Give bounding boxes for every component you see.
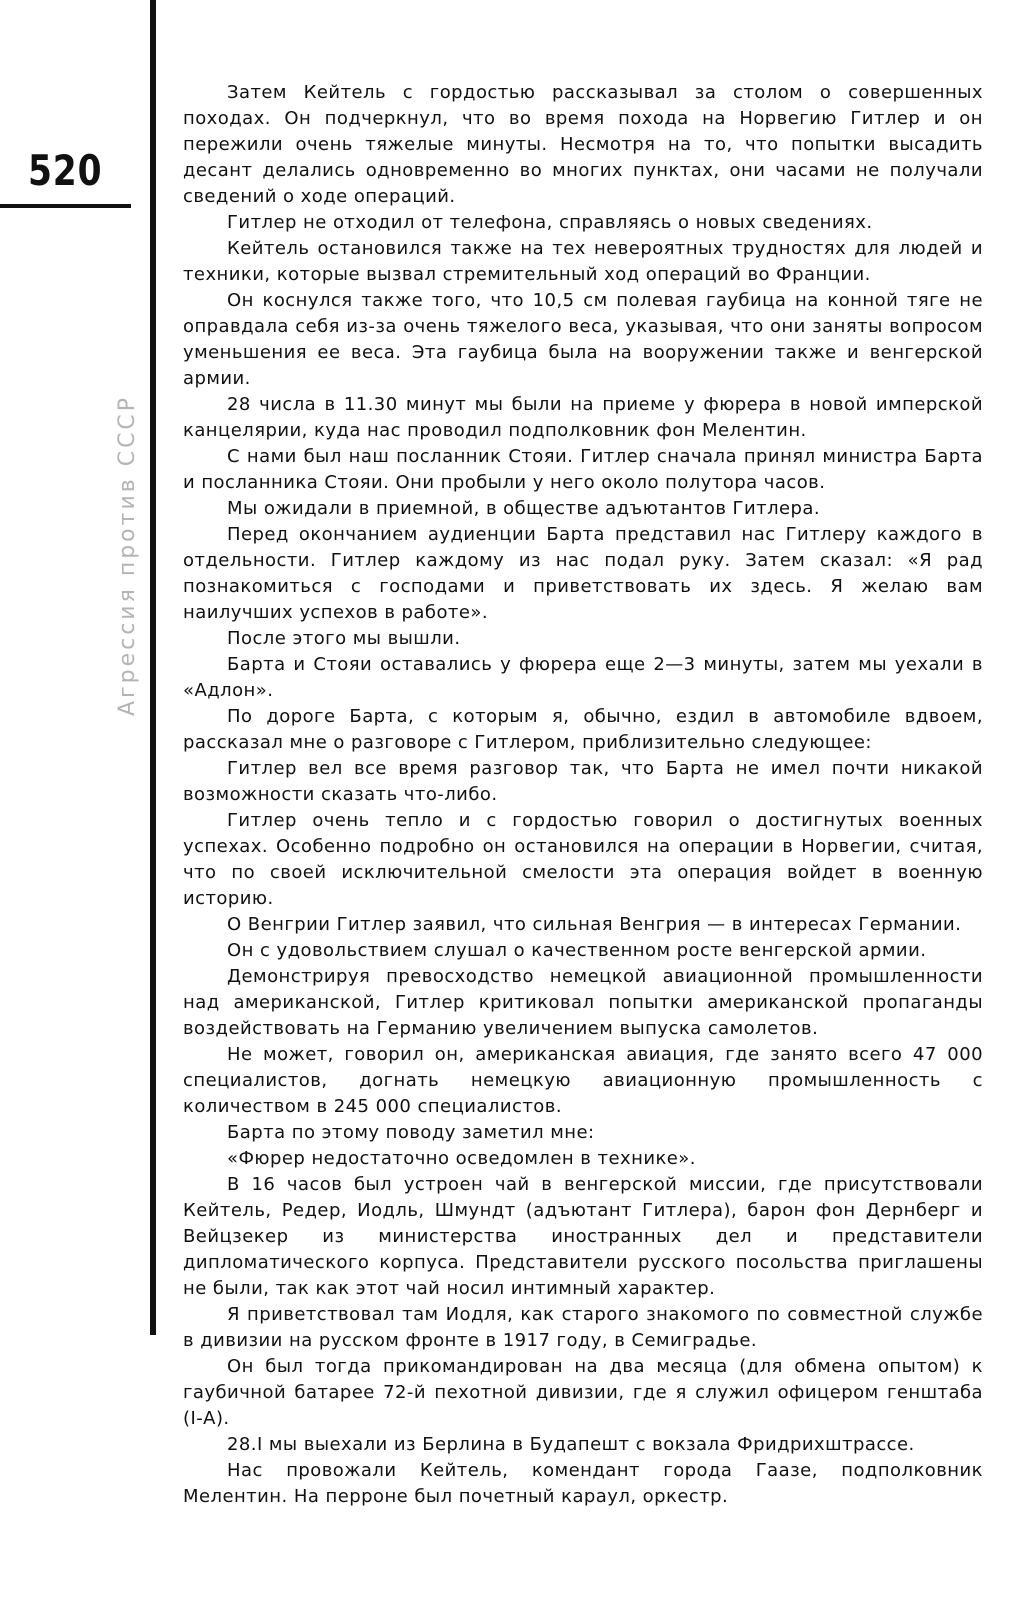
paragraph: С нами был наш посланник Стояи. Гитлер сначала принял министра Барта и посланника Стояи. Они пробыли у него около полутора часов. bbox=[183, 446, 983, 493]
paragraph: О Венгрии Гитлер заявил, что сильная Венгрия — в интересах Германии. bbox=[227, 914, 962, 935]
paragraph: Барта и Стояи оставались у фюрера еще 2—3 минуты, затем мы уехали в «Адлон». bbox=[183, 654, 983, 701]
paragraph: После этого мы вышли. bbox=[227, 628, 461, 649]
paragraph: В 16 часов был устроен чай в венгерской миссии, где присутствовали Кейтель, Редер, Иодль, Шмундт (адъютант Гитлера), барон фон Дернберг и Вейцзекер из министерства иностранных дел и представители дипломатического корпуса. Представители русского посольства приглашены не были, так как этот чай носил интимный характер. bbox=[183, 1174, 983, 1299]
page-number: 520 bbox=[28, 146, 103, 195]
paragraph: Гитлер не отходил от телефона, справляясь о новых сведениях. bbox=[227, 212, 873, 233]
paragraph: Барта по этому поводу заметил мне: bbox=[227, 1122, 595, 1143]
paragraph: Он был тогда прикомандирован на два месяца (для обмена опытом) к гаубичной батарее 72-й пехотной дивизии, где я служил офицером генштаба (I-А). bbox=[183, 1356, 983, 1429]
paragraph: Гитлер очень тепло и с гордостью говорил о достигнутых военных успехах. Особенно подробно он остановился на операции в Норвегии, считая, что по своей исключительной смелости эта операция войдет в военную историю. bbox=[183, 810, 983, 909]
paragraph: Затем Кейтель с гордостью рассказывал за столом о совершенных походах. Он подчеркнул, что во время похода на Норвегию Гитлер и он пережили очень тяжелые минуты. Несмотря на то, что попытки высадить десант делались одновременно во многих пунктах, они часами не получали сведений о ходе операций. bbox=[183, 82, 983, 207]
margin-vertical-line bbox=[150, 0, 156, 1335]
paragraph: 28 числа в 11.30 минут мы были на приеме у фюрера в новой имперской канцелярии, куда нас проводил подполковник фон Мелентин. bbox=[183, 394, 983, 441]
paragraph: «Фюрер недостаточно осведомлен в технике». bbox=[227, 1148, 696, 1169]
paragraph: Он коснулся также того, что 10,5 см полевая гаубица на конной тяге не оправдала себя из-за очень тяжелого веса, указывая, что они заняты вопросом уменьшения ее веса. Эта гаубица была на вооружении также и венгерской армии. bbox=[183, 290, 983, 389]
paragraph: Гитлер вел все время разговор так, что Барта не имел почти никакой возможности сказать что-либо. bbox=[183, 758, 983, 805]
page-number-rule bbox=[0, 204, 131, 208]
body-text bbox=[183, 80, 983, 1510]
paragraph: Кейтель остановился также на тех невероятных трудностях для людей и техники, которые вызвал стремительный ход операций во Франции. bbox=[183, 238, 983, 285]
paragraph: Перед окончанием аудиенции Барта представил нас Гитлеру каждого в отдельности. Гитлер каждому из нас подал руку. Затем сказал: «Я рад познакомиться с господами и приветствовать их здесь. Я желаю вам наилучших успехов в работе». bbox=[183, 524, 983, 623]
paragraph: Нас провожали Кейтель, комендант города Гаазе, подполковник Мелентин. На перроне был почетный караул, оркестр. bbox=[183, 1460, 983, 1507]
paragraph: Я приветствовал там Иодля, как старого знакомого по совместной службе в дивизии на русском фронте в 1917 году, в Семиградье. bbox=[183, 1304, 983, 1351]
paragraph: Он с удовольствием слушал о качественном росте венгерской армии. bbox=[227, 940, 927, 961]
paragraph: 28.I мы выехали из Берлина в Будапешт с вокзала Фридрихштрассе. bbox=[227, 1434, 915, 1455]
running-title: Агрессия против СССР bbox=[115, 394, 140, 716]
paragraph: Демонстрируя превосходство немецкой авиационной промышленности над американской, Гитлер критиковал попытки американской пропаганды воздействовать на Германию увеличением выпуска самолетов. bbox=[183, 966, 983, 1039]
paragraph: По дороге Барта, с которым я, обычно, ездил в автомобиле вдвоем, рассказал мне о разговоре с Гитлером, приблизительно следующее: bbox=[183, 706, 983, 753]
paragraph: Не может, говорил он, американская авиация, где занято всего 47 000 специалистов, догнать немецкую авиационную промышленность с количеством в 245 000 специалистов. bbox=[183, 1044, 983, 1117]
paragraph: Мы ожидали в приемной, в обществе адъютантов Гитлера. bbox=[227, 498, 821, 519]
